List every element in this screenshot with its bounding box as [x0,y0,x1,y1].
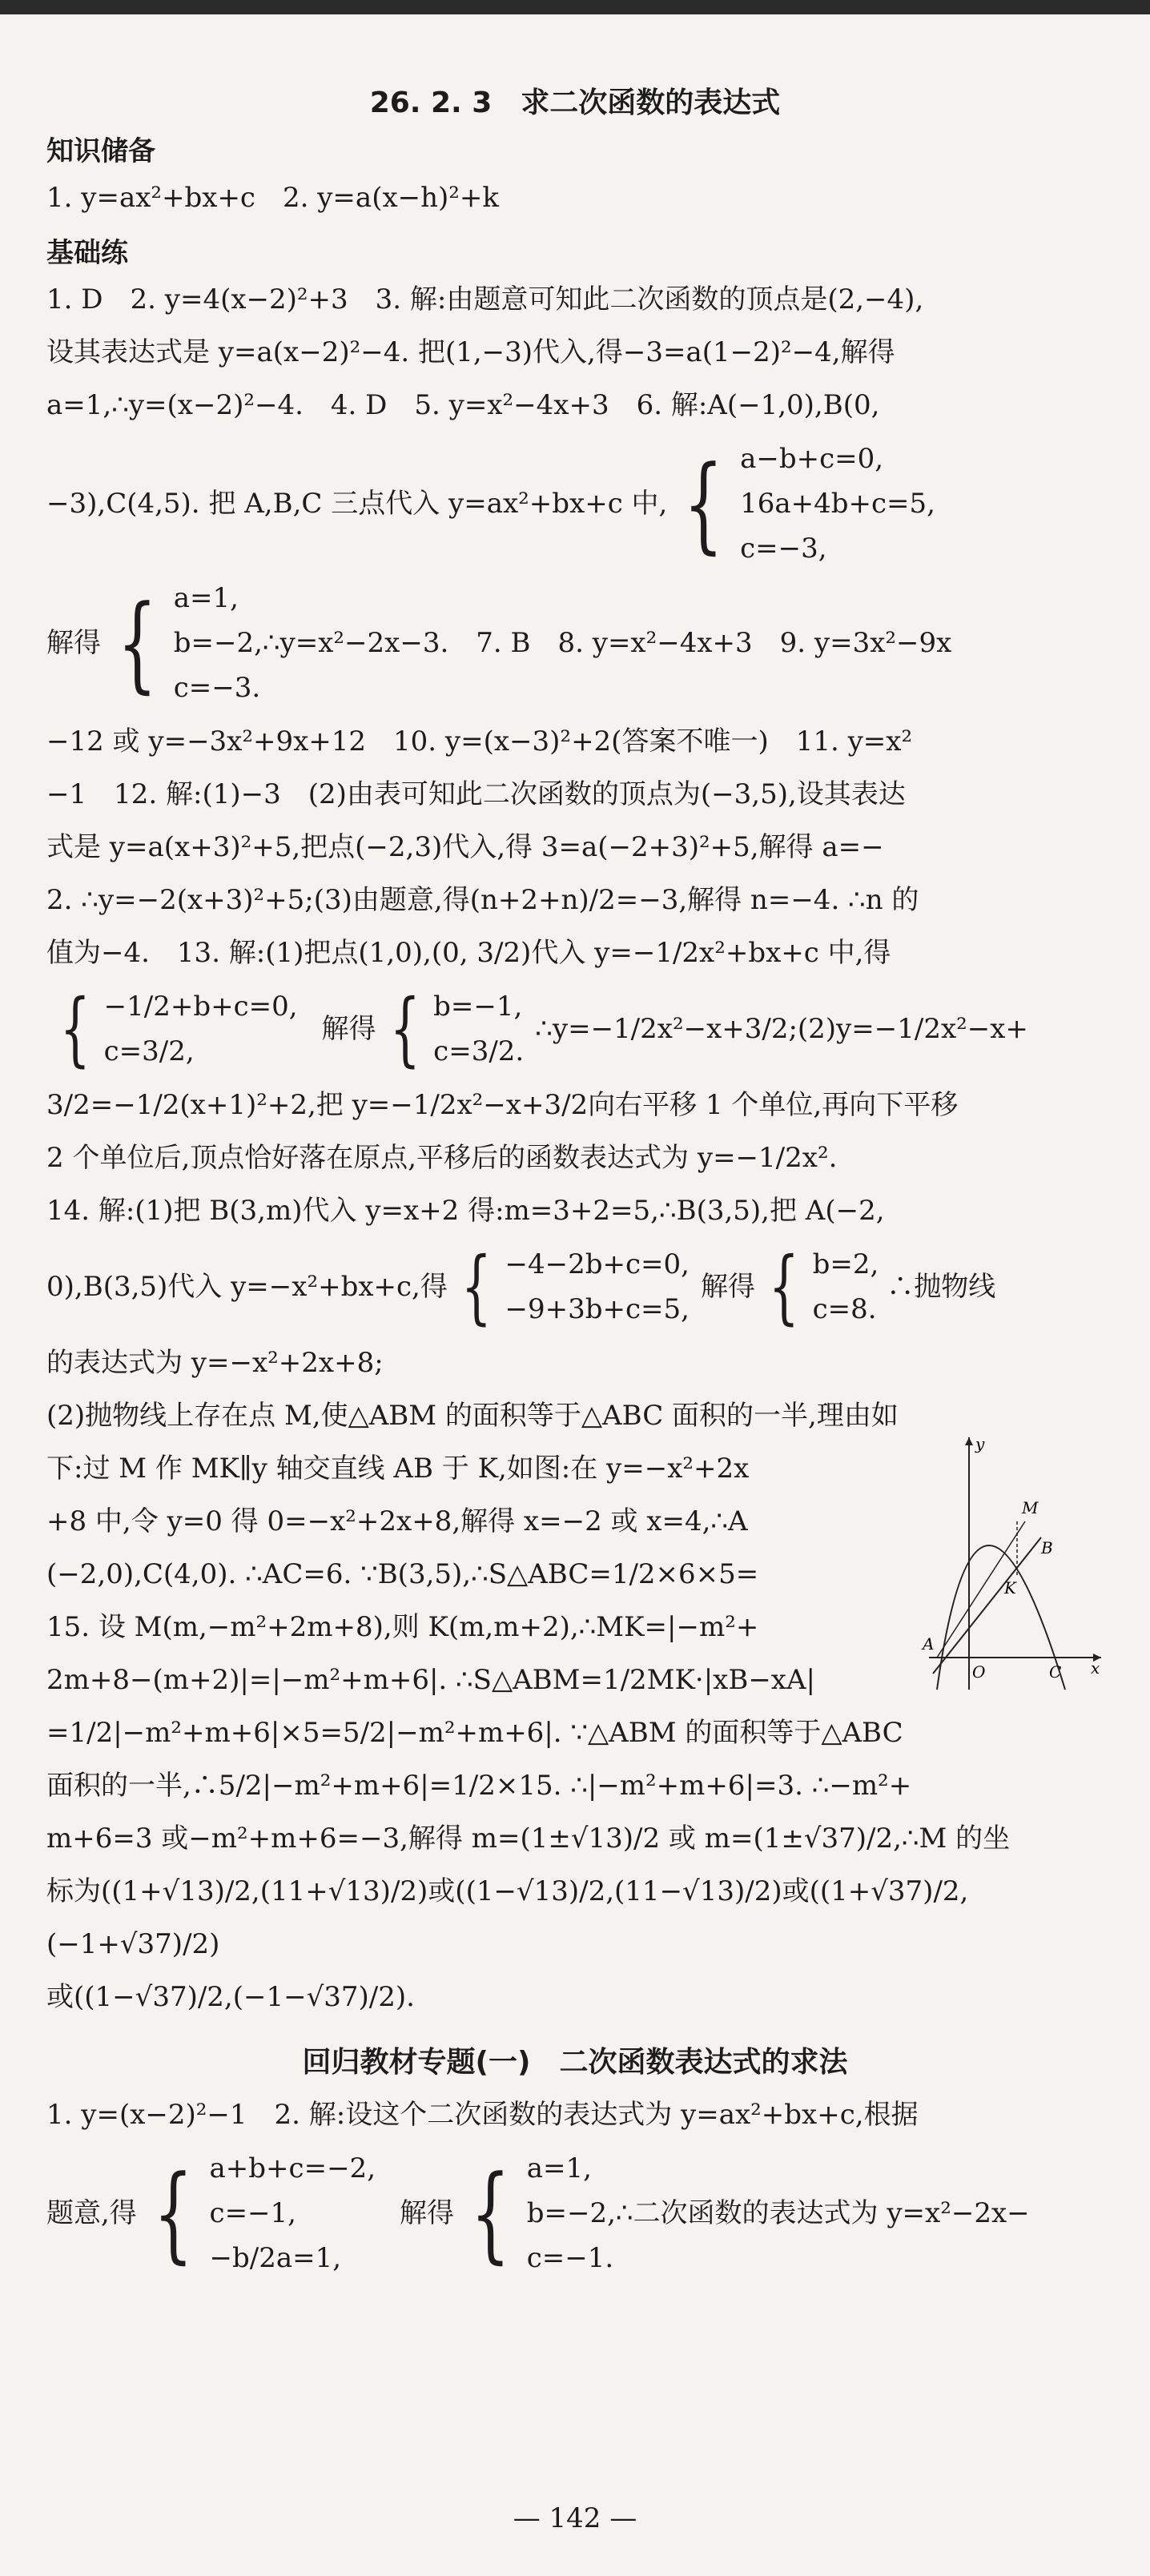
brace: { [460,1240,492,1333]
equation: 16a+4b+c=5, [740,488,935,520]
brace: { [153,2152,193,2274]
text-line: −1 12. 解:(1)−3 (2)由表可知此二次函数的顶点为(−3,5),设其表达 [46,778,906,810]
equation: c=3/2, [103,1035,195,1067]
top-border [0,0,1150,14]
label-y: y [975,1434,985,1453]
text-line: 3/2=−1/2(x+1)²+2,把 y=−1/2x²−x+3/2向右平移 1 个单位,再向下平移 [46,1089,959,1121]
text-line: −3),C(4,5). 把 A,B,C 三点代入 y=ax²+bx+c 中, [46,488,668,520]
equation: −4−2b+c=0, [505,1248,690,1280]
text-line: 2 个单位后,顶点恰好落在原点,平移后的函数表达式为 y=−1/2x². [46,1142,838,1174]
text-solve: 解得 [321,1013,376,1045]
label-c: C [1049,1662,1062,1682]
equation: a−b+c=0, [740,443,884,475]
text-line: 题意,得 [46,2197,137,2229]
equation: −b/2a=1, [209,2242,342,2274]
section-title: 26. 2. 3 求二次函数的表达式 [369,86,781,119]
text-line: 0),B(3,5)代入 y=−x²+bx+c,得 [46,1271,448,1303]
text-line: 或((1−√37)/2,(−1−√37)/2). [46,1981,415,2013]
text-line: =1/2|−m²+m+6|×5=5/2|−m²+m+6|. ∵△ABM 的面积等于△ABC [46,1717,903,1749]
brace: { [768,1240,799,1333]
text-solve: 解得 [400,2197,455,2229]
equation: c=3/2. [433,1035,525,1067]
equation: −1/2+b+c=0, [103,991,298,1023]
equation: c=−1. [526,2242,614,2274]
equation-block-14 [46,1242,1104,1332]
text-line: −12 或 y=−3x²+9x+12 10. y=(x−3)²+2(答案不唯一) 11. y=x² [46,725,913,758]
text-line: (−2,0),C(4,0). ∴AC=6. ∵B(3,5),∴S△ABC=1/2×6×5= [46,1558,759,1590]
knowledge-heading: 知识储备 [46,135,155,167]
solution-system [174,576,952,710]
equation: a=1, [526,2152,592,2184]
equation-block-13 [46,984,1104,1074]
page-number: — 142 — [513,2502,637,2534]
label-a: A [923,1634,935,1654]
label-b: B [1041,1538,1053,1557]
text-line: 解得 [46,627,101,659]
equation: b=−1, [433,991,523,1023]
text-line: 设其表达式是 y=a(x−2)²−4. 把(1,−3)代入,得−3=a(1−2)²−4,解得 [46,336,895,368]
label-o: O [972,1662,986,1682]
section-review [46,2040,1104,2281]
basic-heading: 基础练 [46,237,128,269]
brace: { [59,982,90,1075]
equation: c=−3, [740,532,827,565]
solution-system [527,2146,1030,2281]
label-k: K [1004,1578,1016,1597]
text-line: 的表达式为 y=−x²+2x+8; [46,1347,384,1379]
parabola-curve [937,1545,1065,1690]
equation-block-review [46,2146,1104,2281]
equation: a=1, [173,582,239,614]
text-line: 1. y=(x−2)²−1 2. 解:设这个二次函数的表达式为 y=ax²+bx+c,根据 [46,2099,919,2131]
label-m: M [1022,1498,1039,1517]
equation: c=−3. [173,672,261,704]
text-line: ∴y=−1/2x²−x+3/2;(2)y=−1/2x²−x+ [535,1013,1028,1045]
text-line: ∴抛物线 [887,1271,996,1303]
equation-system [104,984,298,1074]
line-ab [933,1537,1041,1674]
text-line: 面积的一半,∴5/2|−m²+m+6|=1/2×15. ∴|−m²+m+6|=3. ∴−m²+ [46,1770,912,1802]
brace: { [117,582,158,704]
y-arrow-icon [965,1437,973,1445]
brace: { [470,2152,511,2274]
text-line: 1. y=ax²+bx+c 2. y=a(x−h)²+k [46,182,500,214]
text-line: 1. D 2. y=4(x−2)²+3 3. 解:由题意可知此二次函数的顶点是(2,−4), [46,283,924,315]
text-line: +8 中,令 y=0 得 0=−x²+2x+8,解得 x=−2 或 x=4,∴A [46,1505,748,1537]
equation-system [505,1242,689,1332]
equation-system [740,436,935,571]
text-line: 2. ∴y=−2(x+3)²+5;(3)由题意,得(n+2+n)/2=−3,解得 n=−4. ∴n 的 [46,884,919,916]
text-line: 式是 y=a(x+3)²+5,把点(−2,3)代入,得 3=a(−2+3)²+5,解得 a=− [46,831,884,863]
equation: a+b+c=−2, [209,2152,376,2184]
equation: −9+3b+c=5, [505,1293,690,1325]
text-line: (2)抛物线上存在点 M,使△ABM 的面积等于△ABC 面积的一半,理由如 [46,1400,899,1432]
review-title: 回归教材专题(一) 二次函数表达式的求法 [302,2046,848,2079]
brace: { [389,982,420,1075]
equation-system [210,2146,376,2281]
equation: c=8. [812,1293,877,1325]
solution-system [813,1242,879,1332]
brace: { [683,443,724,565]
page-content [46,64,1104,2285]
text-line: 值为−4. 13. 解:(1)把点(1,0),(0, 3/2)代入 y=−1/2x²+bx+c 中,得 [46,937,891,969]
equation: b=2, [812,1248,879,1280]
solution-block-6 [46,576,1104,710]
text-line: a=1,∴y=(x−2)²−4. 4. D 5. y=x²−4x+3 6. 解:A(−1,0),B(0, [46,389,880,421]
equation: b=−2,∴二次函数的表达式为 y=x²−2x− [526,2197,1030,2229]
label-x: x [1091,1658,1100,1678]
text-solve: 解得 [700,1271,755,1303]
text-line: m+6=3 或−m²+m+6=−3,解得 m=(1±√13)/2 或 m=(1±√37)/2,∴M 的坐 [46,1822,1011,1855]
text-line: 标为((1+√13)/2,(11+√13)/2)或((1−√13)/2,(11−√13)/2)或((1+√37)/2,(−1+√37)/2) [46,1875,969,1960]
text-line: 15. 设 M(m,−m²+2m+8),则 K(m,m+2),∴MK=|−m²+ [46,1611,759,1643]
parabola-figure [921,1433,1105,1698]
text-line: 2m+8−(m+2)|=|−m²+m+6|. ∴S△ABM=1/2MK·|xB−xA| [46,1664,815,1696]
equation: b=−2,∴y=x²−2x−3. 7. B 8. y=x²−4x+3 9. y=3x²−9x [173,627,952,659]
text-line: 14. 解:(1)把 B(3,m)代入 y=x+2 得:m=3+2=5,∴B(3,5),把 A(−2, [46,1195,885,1227]
solution-system [433,984,524,1074]
equation: c=−1, [209,2197,296,2229]
text-line: 下:过 M 作 MK∥y 轴交直线 AB 于 K,如图:在 y=−x²+2x [46,1453,750,1485]
equation-block-6 [46,436,1104,571]
